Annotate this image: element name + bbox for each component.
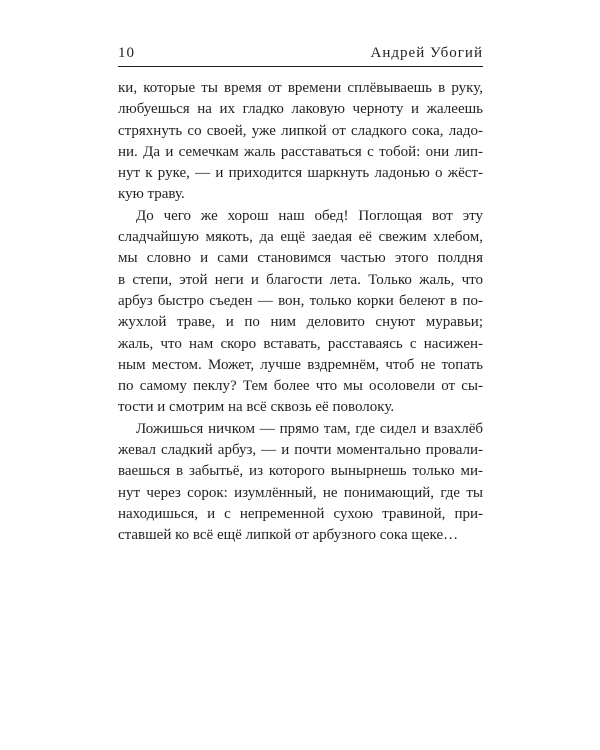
page-number: 10: [118, 45, 135, 61]
text-line: жевал сладкий арбуз, — и почти моментально провали-: [118, 442, 483, 459]
text-line: нут к руке, — и приходится шаркнуть ладонью о жёст-: [118, 165, 483, 182]
text-line: сладчайшую мякоть, да ещё заедая её свежим хлебом,: [118, 229, 483, 246]
text-line: мы словно и сами становимся частью этого полдня: [118, 250, 483, 267]
text-line: До чего же хорош наш обед! Поглощая вот эту: [136, 207, 483, 224]
body-text: [118, 78, 483, 547]
text-line: ни. Да и семечкам жаль расставаться с тобой: они лип-: [118, 143, 483, 160]
text-line: жухлой траве, и по ним деловито снуют муравьи;: [118, 314, 483, 331]
running-head-author: Андрей Убогий: [370, 45, 483, 61]
text-line: ставшей ко всё ещё липкой от арбузного сока щеке…: [118, 527, 459, 544]
text-line: по самому пеклу? Тем более что мы осоловели от сы-: [118, 378, 483, 395]
text-line: ки, которые ты время от времени сплёвываешь в руку,: [118, 80, 483, 96]
paragraph: [118, 78, 483, 206]
text-line: жаль, что нам скоро вставать, расставаясь с насижен-: [118, 335, 483, 352]
text-line: в степи, этой неги и благости лета. Только жаль, что: [118, 271, 483, 288]
header-rule: [118, 66, 483, 67]
paragraph: [118, 206, 483, 419]
text-line: ваешься в забытьё, из которого вынырнешь только ми-: [118, 463, 483, 480]
text-line: тости и смотрим на всё сквозь её поволоку.: [118, 399, 395, 416]
text-line: нут через сорок: изумлённый, не понимающий, где ты: [118, 484, 483, 501]
text-line: находишься, и с непременной сухою травиной, при-: [118, 505, 483, 522]
page-header: [118, 42, 483, 64]
text-line: Ложишься ничком — прямо там, где сидел и взахлёб: [136, 420, 483, 437]
text-line: кую траву.: [118, 186, 185, 203]
paragraph: [118, 419, 483, 547]
text-line: любуешься на их гладко лаковую черноту и жалеешь: [118, 101, 483, 118]
text-line: стряхнуть со своей, уже липкой от сладкого сока, ладо-: [118, 122, 483, 139]
text-line: арбуз быстро съеден — вон, только корки белеют в по-: [118, 292, 483, 309]
text-line: ным местом. Может, лучше вздремнём, чтоб не топать: [118, 356, 483, 373]
